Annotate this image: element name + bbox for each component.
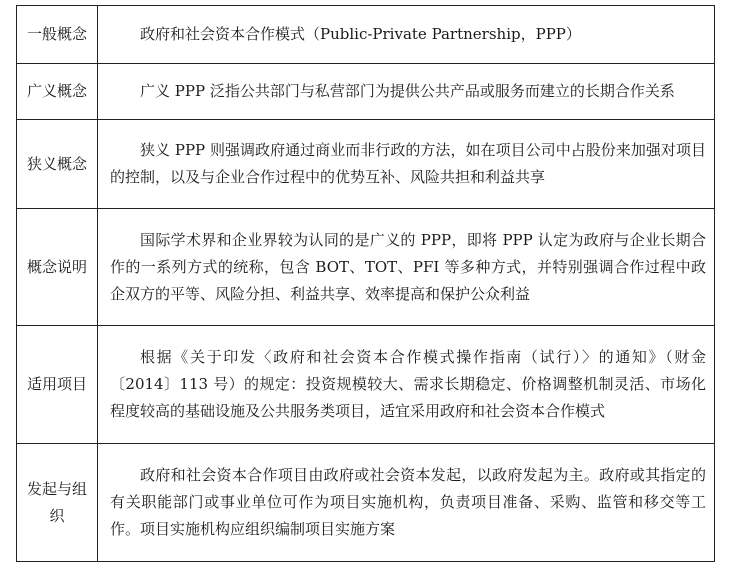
- row-content: 狭义 PPP 则强调政府通过商业而非行政的方法，如在项目公司中占股份来加强对项目的控制，以及与企业合作过程中的优势互补、风险共担和利益共享: [98, 120, 715, 209]
- table-row-applicable-projects: [17, 326, 715, 444]
- table-row-initiation-organization: [17, 444, 715, 562]
- row-label: 狭义概念: [17, 120, 98, 209]
- row-content: 广义 PPP 泛指公共部门与私营部门为提供公共产品或服务而建立的长期合作关系: [98, 64, 715, 120]
- row-content: 国际学术界和企业界较为认同的是广义的 PPP，即将 PPP 认定为政府与企业长期合作的一系列方式的统称，包含 BOT、TOT、PFI 等多种方式，并特别强调合作过程中政企双方的平等、风险分担、利益共享、效率提高和保护公众利益: [98, 209, 715, 326]
- row-label: 概念说明: [17, 209, 98, 326]
- row-label: 发起与组织: [17, 444, 98, 562]
- table-row-general-concept: [17, 6, 715, 64]
- row-label: 广义概念: [17, 64, 98, 120]
- table-row-concept-explanation: [17, 209, 715, 326]
- row-content: 政府和社会资本合作项目由政府或社会资本发起，以政府发起为主。政府或其指定的有关职能部门或事业单位可作为项目实施机构，负责项目准备、采购、监管和移交等工作。项目实施机构应组织编制项目实施方案: [98, 444, 715, 562]
- table-row-broad-concept: [17, 64, 715, 120]
- ppp-definition-table: [16, 5, 715, 562]
- row-content: 根据《关于印发〈政府和社会资本合作模式操作指南（试行）〉的通知》（财金〔2014〕113 号）的规定：投资规模较大、需求长期稳定、价格调整机制灵活、市场化程度较高的基础设施及公共服务类项目，适宜采用政府和社会资本合作模式: [98, 326, 715, 444]
- table-row-narrow-concept: [17, 120, 715, 209]
- row-label: 一般概念: [17, 6, 98, 64]
- row-label: 适用项目: [17, 326, 98, 444]
- row-content: 政府和社会资本合作模式（Public-Private Partnership，PPP）: [98, 6, 715, 64]
